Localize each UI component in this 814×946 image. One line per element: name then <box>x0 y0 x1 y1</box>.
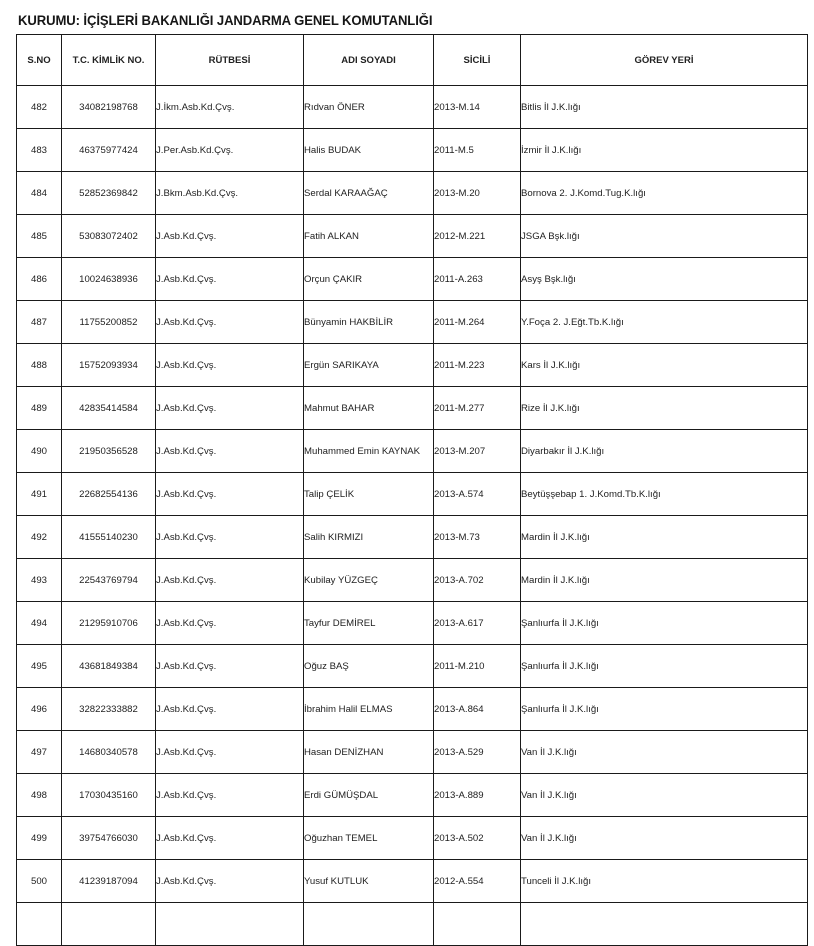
header-rutbe: RÜTBESİ <box>156 35 304 86</box>
cell-sno: 500 <box>17 860 62 903</box>
cell-rutbe: J.Asb.Kd.Çvş. <box>156 731 304 774</box>
cell-rutbe: J.Asb.Kd.Çvş. <box>156 430 304 473</box>
table-body <box>17 86 808 946</box>
cell-sicili: 2013-A.574 <box>434 473 521 516</box>
cell-sicili: 2013-M.207 <box>434 430 521 473</box>
cell-adi-soyadi: Tayfur DEMİREL <box>304 602 434 645</box>
cell-sno: 488 <box>17 344 62 387</box>
cell-rutbe: J.Asb.Kd.Çvş. <box>156 602 304 645</box>
cell-adi-soyadi: Orçun ÇAKIR <box>304 258 434 301</box>
cell-sno: 490 <box>17 430 62 473</box>
cell-gorev-yeri: Rize İl J.K.lığı <box>521 387 808 430</box>
cell-sno: 487 <box>17 301 62 344</box>
cell-sicili: 2011-A.263 <box>434 258 521 301</box>
cell-tc-kimlik: 11755200852 <box>62 301 156 344</box>
table-row <box>17 559 808 602</box>
header-gorev-yeri: GÖREV YERİ <box>521 35 808 86</box>
cell-gorev-yeri: Asyş Bşk.lığı <box>521 258 808 301</box>
cell-adi-soyadi: Talip ÇELİK <box>304 473 434 516</box>
table-row <box>17 258 808 301</box>
cell-adi-soyadi: Oğuz BAŞ <box>304 645 434 688</box>
table-row <box>17 731 808 774</box>
cell-adi-soyadi: Serdal KARAAĞAÇ <box>304 172 434 215</box>
cell-sicili: 2013-M.73 <box>434 516 521 559</box>
cell-rutbe: J.Asb.Kd.Çvş. <box>156 258 304 301</box>
cell-gorev-yeri: Y.Foça 2. J.Eğt.Tb.K.lığı <box>521 301 808 344</box>
table-row <box>17 172 808 215</box>
table-header-row <box>17 35 808 86</box>
cell-adi-soyadi: Salih KIRMIZI <box>304 516 434 559</box>
cell-gorev-yeri: Şanlıurfa İl J.K.lığı <box>521 645 808 688</box>
cell-rutbe: J.İkm.Asb.Kd.Çvş. <box>156 86 304 129</box>
header-sicili: SİCİLİ <box>434 35 521 86</box>
table-row <box>17 903 808 946</box>
cell-gorev-yeri: Diyarbakır İl J.K.lığı <box>521 430 808 473</box>
table-row <box>17 774 808 817</box>
cell-gorev-yeri: Beytüşşebap 1. J.Komd.Tb.K.lığı <box>521 473 808 516</box>
cell-tc-kimlik: 41239187094 <box>62 860 156 903</box>
cell-rutbe: J.Asb.Kd.Çvş. <box>156 817 304 860</box>
cell-tc-kimlik: 10024638936 <box>62 258 156 301</box>
table-row <box>17 473 808 516</box>
cell-rutbe: J.Per.Asb.Kd.Çvş. <box>156 129 304 172</box>
cell-rutbe: J.Asb.Kd.Çvş. <box>156 387 304 430</box>
cell-adi-soyadi: Mahmut BAHAR <box>304 387 434 430</box>
cell-gorev-yeri: Şanlıurfa İl J.K.lığı <box>521 602 808 645</box>
cell-tc-kimlik: 53083072402 <box>62 215 156 258</box>
cell-tc-kimlik: 32822333882 <box>62 688 156 731</box>
cell-sicili: 2013-M.20 <box>434 172 521 215</box>
cell-sicili: 2013-A.529 <box>434 731 521 774</box>
cell-gorev-yeri: İzmir İl J.K.lığı <box>521 129 808 172</box>
cell-sno: 486 <box>17 258 62 301</box>
cell-sno: 494 <box>17 602 62 645</box>
cell-sicili: 2011-M.264 <box>434 301 521 344</box>
cell-gorev-yeri: JSGA Bşk.lığı <box>521 215 808 258</box>
cell-sno: 499 <box>17 817 62 860</box>
cell-sno: 491 <box>17 473 62 516</box>
cell-adi-soyadi: Muhammed Emin KAYNAK <box>304 430 434 473</box>
header-tc-kimlik: T.C. KİMLİK NO. <box>62 35 156 86</box>
cell-gorev-yeri: Mardin İl J.K.lığı <box>521 516 808 559</box>
table-row <box>17 129 808 172</box>
cell-rutbe: J.Asb.Kd.Çvş. <box>156 860 304 903</box>
cell-tc-kimlik: 17030435160 <box>62 774 156 817</box>
cell-tc-kimlik: 22682554136 <box>62 473 156 516</box>
cell-gorev-yeri: Tunceli İl J.K.lığı <box>521 860 808 903</box>
cell-sicili: 2013-A.702 <box>434 559 521 602</box>
cell-rutbe: J.Asb.Kd.Çvş. <box>156 559 304 602</box>
cell-gorev-yeri: Van İl J.K.lığı <box>521 817 808 860</box>
cell-tc-kimlik <box>62 903 156 946</box>
cell-rutbe: J.Asb.Kd.Çvş. <box>156 645 304 688</box>
cell-rutbe: J.Asb.Kd.Çvş. <box>156 473 304 516</box>
cell-adi-soyadi: Bünyamin HAKBİLİR <box>304 301 434 344</box>
cell-gorev-yeri: Bitlis İl J.K.lığı <box>521 86 808 129</box>
cell-sicili: 2012-M.221 <box>434 215 521 258</box>
cell-gorev-yeri: Mardin İl J.K.lığı <box>521 559 808 602</box>
cell-tc-kimlik: 46375977424 <box>62 129 156 172</box>
cell-rutbe <box>156 903 304 946</box>
table-row <box>17 688 808 731</box>
table-row <box>17 215 808 258</box>
cell-sicili: 2013-A.889 <box>434 774 521 817</box>
table-row <box>17 344 808 387</box>
cell-sno: 495 <box>17 645 62 688</box>
table-row <box>17 516 808 559</box>
cell-sicili: 2011-M.277 <box>434 387 521 430</box>
cell-adi-soyadi: İbrahim Halil ELMAS <box>304 688 434 731</box>
cell-sicili: 2011-M.5 <box>434 129 521 172</box>
cell-adi-soyadi: Erdi GÜMÜŞDAL <box>304 774 434 817</box>
cell-sicili: 2013-A.502 <box>434 817 521 860</box>
table-row <box>17 301 808 344</box>
cell-sicili <box>434 903 521 946</box>
cell-sno <box>17 903 62 946</box>
cell-rutbe: J.Asb.Kd.Çvş. <box>156 688 304 731</box>
cell-gorev-yeri: Van İl J.K.lığı <box>521 731 808 774</box>
cell-tc-kimlik: 22543769794 <box>62 559 156 602</box>
table-row <box>17 860 808 903</box>
cell-tc-kimlik: 14680340578 <box>62 731 156 774</box>
header-adi-soyadi: ADI SOYADI <box>304 35 434 86</box>
cell-sno: 482 <box>17 86 62 129</box>
cell-tc-kimlik: 41555140230 <box>62 516 156 559</box>
cell-adi-soyadi: Oğuzhan TEMEL <box>304 817 434 860</box>
cell-sicili: 2012-A.554 <box>434 860 521 903</box>
table-row <box>17 430 808 473</box>
cell-rutbe: J.Asb.Kd.Çvş. <box>156 516 304 559</box>
cell-rutbe: J.Asb.Kd.Çvş. <box>156 301 304 344</box>
cell-sno: 497 <box>17 731 62 774</box>
cell-tc-kimlik: 43681849384 <box>62 645 156 688</box>
header-sno: S.NO <box>17 35 62 86</box>
cell-adi-soyadi <box>304 903 434 946</box>
cell-adi-soyadi: Ergün SARIKAYA <box>304 344 434 387</box>
cell-rutbe: J.Asb.Kd.Çvş. <box>156 215 304 258</box>
table-row <box>17 817 808 860</box>
cell-tc-kimlik: 42835414584 <box>62 387 156 430</box>
table-row <box>17 645 808 688</box>
table-row <box>17 602 808 645</box>
cell-gorev-yeri: Bornova 2. J.Komd.Tug.K.lığı <box>521 172 808 215</box>
cell-sicili: 2013-A.864 <box>434 688 521 731</box>
cell-tc-kimlik: 34082198768 <box>62 86 156 129</box>
cell-sno: 498 <box>17 774 62 817</box>
document-title: KURUMU: İÇİŞLERİ BAKANLIĞI JANDARMA GENEL KOMUTANLIĞI <box>18 13 433 28</box>
cell-adi-soyadi: Hasan DENİZHAN <box>304 731 434 774</box>
cell-sno: 496 <box>17 688 62 731</box>
cell-sno: 489 <box>17 387 62 430</box>
cell-tc-kimlik: 21950356528 <box>62 430 156 473</box>
cell-rutbe: J.Asb.Kd.Çvş. <box>156 344 304 387</box>
cell-sno: 484 <box>17 172 62 215</box>
cell-sno: 492 <box>17 516 62 559</box>
cell-sno: 485 <box>17 215 62 258</box>
cell-sicili: 2013-A.617 <box>434 602 521 645</box>
cell-tc-kimlik: 15752093934 <box>62 344 156 387</box>
cell-gorev-yeri: Van İl J.K.lığı <box>521 774 808 817</box>
cell-tc-kimlik: 39754766030 <box>62 817 156 860</box>
personnel-table <box>16 34 808 946</box>
cell-sicili: 2011-M.210 <box>434 645 521 688</box>
cell-sicili: 2011-M.223 <box>434 344 521 387</box>
cell-gorev-yeri: Şanlıurfa İl J.K.lığı <box>521 688 808 731</box>
cell-rutbe: J.Asb.Kd.Çvş. <box>156 774 304 817</box>
cell-sno: 493 <box>17 559 62 602</box>
cell-adi-soyadi: Rıdvan ÖNER <box>304 86 434 129</box>
table-row <box>17 387 808 430</box>
cell-sicili: 2013-M.14 <box>434 86 521 129</box>
cell-adi-soyadi: Fatih ALKAN <box>304 215 434 258</box>
cell-gorev-yeri <box>521 903 808 946</box>
cell-adi-soyadi: Yusuf KUTLUK <box>304 860 434 903</box>
cell-tc-kimlik: 21295910706 <box>62 602 156 645</box>
cell-adi-soyadi: Halis BUDAK <box>304 129 434 172</box>
cell-gorev-yeri: Kars İl J.K.lığı <box>521 344 808 387</box>
cell-adi-soyadi: Kubilay YÜZGEÇ <box>304 559 434 602</box>
cell-tc-kimlik: 52852369842 <box>62 172 156 215</box>
table-row <box>17 86 808 129</box>
cell-sno: 483 <box>17 129 62 172</box>
cell-rutbe: J.Bkm.Asb.Kd.Çvş. <box>156 172 304 215</box>
